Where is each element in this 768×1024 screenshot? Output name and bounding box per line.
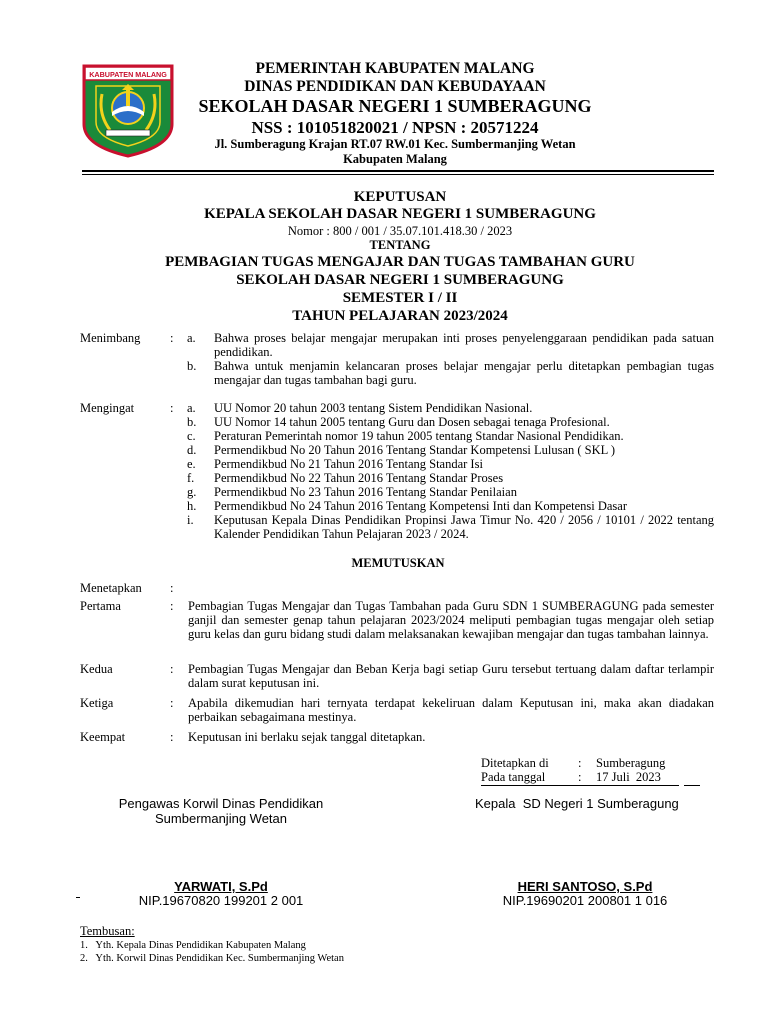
kepala-sekolah-name: HERI SANTOSO, S.Pd	[517, 879, 653, 894]
kop-alamat: Jl. Sumberagung Krajan RT.07 RW.01 Kec. Sumbermanjing Wetan	[214, 137, 576, 151]
keempat-label: Keempat	[80, 730, 126, 744]
title-pembagian: PEMBAGIAN TUGAS MENGAJAR DAN TUGAS TAMBAHAN GURU	[165, 254, 635, 270]
menetapkan-label: Menetapkan	[80, 581, 142, 595]
ditetapkan-colon: :	[578, 756, 582, 770]
tembusan-label: Tembusan:	[80, 924, 135, 938]
menimbang-letter-b: b.	[187, 359, 197, 373]
memutuskan-heading: MEMUTUSKAN	[351, 556, 445, 570]
mengingat-item: UU Nomor 20 tahun 2003 tentang Sistem Pendidikan Nasional.	[214, 401, 533, 415]
mengingat-item: Permendikbud No 22 Tahun 2016 Tentang Standar Proses	[214, 471, 504, 485]
mengingat-letter: g.	[187, 485, 197, 499]
kedua-label: Kedua	[80, 662, 113, 676]
mengingat-letter: c.	[187, 429, 196, 443]
kop-kabupaten: Kabupaten Malang	[343, 152, 447, 166]
kop-sekolah: SEKOLAH DASAR NEGERI 1 SUMBERAGUNG	[198, 96, 592, 116]
mengingat-item: Peraturan Pemerintah nomor 19 tahun 2005 tentang Standar Nasional Pendidikan.	[214, 429, 624, 443]
mengingat-colon: :	[170, 401, 174, 415]
mengingat-label: Mengingat	[80, 401, 135, 415]
mengingat-item: Permendikbud No 20 Tahun 2016 Tentang Standar Kompetensi Lulusan ( SKL )	[214, 443, 616, 457]
mengingat-item: Permendikbud No 23 Tahun 2016 Tentang Standar Penilaian	[214, 485, 517, 499]
kop-dinas: DINAS PENDIDIKAN DAN KEBUDAYAAN	[244, 78, 546, 95]
mengingat-letter: e.	[187, 457, 196, 471]
menetapkan-colon: :	[170, 581, 174, 595]
menimbang-item-a: Bahwa proses belajar mengajar merupakan inti proses penyelenggaraan pendidikan pada satuan pendidikan.	[214, 331, 714, 359]
menimbang-letter-a: a.	[187, 331, 196, 345]
mengingat-item: Permendikbud No 24 Tahun 2016 Tentang Kompetensi Inti dan Kompetensi Dasar	[214, 499, 627, 513]
title-nomor: Nomor : 800 / 001 / 35.07.101.418.30 / 2023	[287, 224, 513, 238]
margin-mark	[76, 897, 80, 898]
mengingat-item: Permendikbud No 21 Tahun 2016 Tentang Standar Isi	[214, 457, 483, 471]
mengingat-item: UU Nomor 14 tahun 2005 tentang Guru dan Dosen sebagai tenaga Profesional.	[214, 415, 610, 429]
mengingat-letter: h.	[187, 499, 197, 513]
ketiga-colon: :	[170, 696, 174, 710]
ketiga-text: Apabila dikemudian hari ternyata terdapat kekeliruan dalam Keputusan ini, maka akan diadakan perbaikan sebagaimana mestinya.	[188, 696, 714, 724]
keempat-text: Keputusan ini berlaku sejak tanggal ditetapkan.	[188, 730, 426, 744]
title-tahun-pelajaran: TAHUN PELAJARAN 2023/2024	[292, 308, 508, 324]
kedua-text: Pembagian Tugas Mengajar dan Beban Kerja bagi setiap Guru tersebut tertuang dalam daftar terlampir dalam surat keputusan ini.	[188, 662, 714, 690]
mengingat-letter: f.	[187, 471, 195, 485]
mengingat-letter: i.	[187, 513, 194, 527]
mengingat-letter: b.	[187, 415, 197, 429]
kop-nss-npsn: NSS : 101051820021 / NPSN : 20571224	[251, 118, 539, 137]
logo-text: KABUPATEN MALANG	[89, 70, 167, 79]
kepala-sekolah-title: Kepala SD Negeri 1 Sumberagung	[475, 796, 679, 811]
pengawas-nip: NIP.19670820 199201 2 001	[138, 893, 304, 908]
mengingat-letter: d.	[187, 443, 197, 457]
pertama-text: Pembagian Tugas Mengajar dan Tugas Tambahan pada Guru SDN 1 SUMBERAGUNG pada semester ganjil dan semester genap tahun pelajaran 2023/2024 meliputi pembagian tugas mengajar oleh setiap guru kelas dan guru bidang studi dalam melaksanakan kewajiban mengajar dan tugas tambahan lainnya.	[188, 599, 714, 641]
kepala-sekolah-nip: NIP.19690201 200801 1 016	[502, 893, 668, 908]
kop-pemerintah: PEMERINTAH KABUPATEN MALANG	[255, 60, 535, 77]
pertama-label: Pertama	[80, 599, 121, 613]
title-kepala-sekolah: KEPALA SEKOLAH DASAR NEGERI 1 SUMBERAGUNG	[204, 206, 596, 222]
pertama-colon: :	[170, 599, 174, 613]
title-semester: SEMESTER I / II	[342, 290, 458, 306]
tanggal-underline	[481, 785, 679, 786]
pengawas-subtitle: Sumbermanjing Wetan	[155, 811, 287, 826]
title-tentang: TENTANG	[369, 238, 431, 252]
tembusan-item: 1. Yth. Kepala Dinas Pendidikan Kabupaten Malang	[80, 940, 306, 951]
pengawas-title: Pengawas Korwil Dinas Pendidikan	[118, 796, 324, 811]
kedua-colon: :	[170, 662, 174, 676]
title-sekolah: SEKOLAH DASAR NEGERI 1 SUMBERAGUNG	[236, 272, 564, 288]
keempat-colon: :	[170, 730, 174, 744]
tanggal-colon: :	[578, 770, 582, 784]
menimbang-colon: :	[170, 331, 174, 345]
ditetapkan-label: Ditetapkan di	[481, 756, 549, 770]
kop-divider-thin	[82, 174, 714, 175]
kop-divider	[82, 170, 714, 172]
mengingat-item: Keputusan Kepala Dinas Pendidikan Propinsi Jawa Timur No. 420 / 2056 / 10101 / 2022 tentang Kalender Pendidikan Tahun Pelajaran 2023 / 2024.	[214, 513, 714, 541]
tanggal-value: 17 Juli 2023	[596, 770, 661, 784]
menimbang-label: Menimbang	[80, 331, 141, 345]
tembusan-item: 2. Yth. Korwil Dinas Pendidikan Kec. Sumbermanjing Wetan	[80, 953, 344, 964]
tanggal-label: Pada tanggal	[481, 770, 546, 784]
tanggal-underline-extra	[684, 785, 700, 786]
menimbang-item-b: Bahwa untuk menjamin kelancaran proses belajar mengajar perlu ditetapkan pembagian tugas mengajar dan tugas tambahan bagi guru.	[214, 359, 714, 387]
mengingat-letter: a.	[187, 401, 196, 415]
ditetapkan-value: Sumberagung	[596, 756, 666, 770]
ketiga-label: Ketiga	[80, 696, 114, 710]
title-keputusan: KEPUTUSAN	[353, 189, 447, 205]
pengawas-name: YARWATI, S.Pd	[174, 879, 268, 894]
